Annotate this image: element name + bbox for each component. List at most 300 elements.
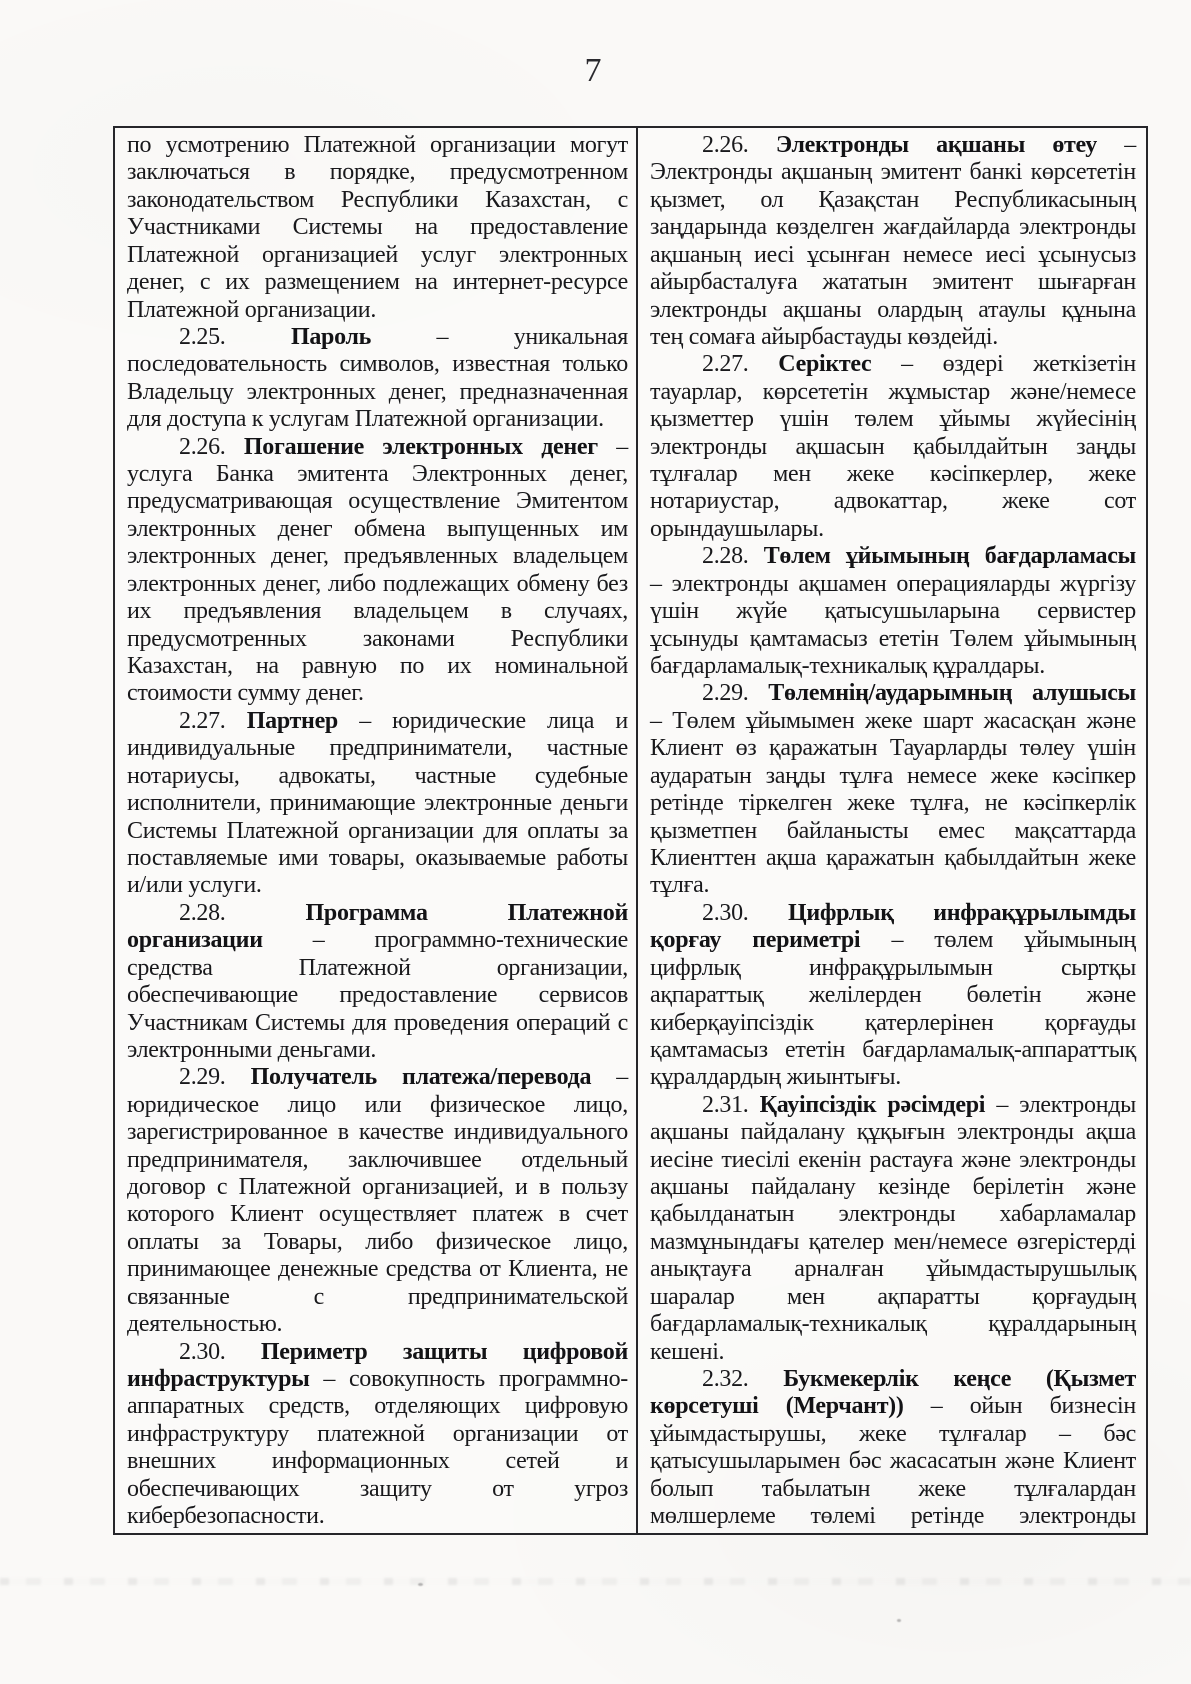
word: 2.32. (702, 1365, 749, 1392)
word: желілерден (808, 982, 922, 1009)
text-line (650, 1147, 1136, 1174)
word: от (478, 1256, 501, 1283)
word: для (483, 817, 518, 844)
text-line (127, 708, 628, 735)
word: заңды (1076, 433, 1136, 460)
word: – (616, 1064, 628, 1091)
defined-term-word: алушысы (1032, 680, 1136, 707)
word: ақпаратты (877, 1283, 980, 1310)
text-line (127, 790, 628, 817)
word: бизнесін (1049, 1393, 1136, 1420)
word: Төлем (672, 707, 736, 734)
word: электронды (1019, 214, 1136, 241)
word: берілетін (972, 1174, 1064, 1201)
word: 2.28. (179, 899, 226, 926)
defined-term-word: Платежной (507, 899, 628, 926)
defined-term-word: Цифрлық (787, 899, 894, 926)
defined-term-word: Серіктес (778, 351, 872, 378)
word: тең (650, 323, 684, 350)
word: кәсіпкер (1052, 762, 1136, 789)
word: сот (1104, 488, 1136, 515)
word: ұйымымен (745, 707, 855, 734)
word: не (984, 790, 1008, 817)
word: 2.29. (179, 1064, 226, 1091)
word: цифрлық (650, 954, 741, 981)
word: оказываемые (415, 844, 546, 871)
word: жасасқан (983, 707, 1076, 734)
word: Эмитентом (515, 488, 628, 515)
text-line (650, 434, 1136, 461)
word: информационных (271, 1448, 450, 1475)
text-line (127, 159, 628, 186)
word: сомаға (688, 323, 756, 350)
word: предъявленных (343, 543, 498, 570)
word: 2.31. (702, 1091, 749, 1118)
word: владельцем (353, 598, 469, 625)
word: жағдайларда (883, 214, 1010, 241)
paragraph (127, 708, 628, 900)
word: за (221, 1228, 242, 1255)
left-column-russian (115, 128, 638, 1533)
text-line (127, 379, 628, 406)
word: заңдарында (650, 214, 767, 241)
word: и (515, 1174, 528, 1201)
word: жүйе (736, 598, 788, 625)
word: средства (127, 954, 213, 981)
word: ұсынған (807, 241, 890, 268)
word: защиту (359, 1475, 432, 1502)
word: Платежной (298, 954, 411, 981)
text-line (127, 653, 628, 680)
word: эмитента (297, 461, 389, 488)
defined-term-word: (Қызмет (1045, 1365, 1136, 1392)
word: ұсынусыз (1038, 241, 1136, 268)
word: 2.26. (702, 132, 749, 158)
word: Электронды (650, 159, 773, 186)
word: шаралар (650, 1283, 735, 1310)
word: растауға (869, 1146, 954, 1173)
word: Казахстан, (485, 186, 591, 213)
word: заключившее (347, 1146, 482, 1173)
word: счет (585, 1201, 628, 1228)
word: иесіне (650, 1146, 714, 1173)
text-line (650, 1201, 1136, 1228)
word: интернет-ресурсе (452, 269, 628, 296)
text-line (650, 845, 1136, 872)
word: порядке, (329, 159, 416, 186)
word: тұлғалардан (1014, 1475, 1136, 1502)
word: деньги (560, 790, 628, 817)
word: предпринимательской (407, 1283, 628, 1310)
word: организации. (244, 296, 377, 323)
word: услуга (127, 461, 193, 488)
paragraph (650, 351, 1136, 543)
word: иесі (985, 241, 1026, 268)
word: жататын (822, 269, 908, 296)
paragraph (127, 1064, 628, 1338)
word: операций (516, 1009, 611, 1036)
text-line (650, 900, 1136, 927)
word: аппаратных (127, 1393, 245, 1420)
word: Электронных (411, 461, 547, 488)
word: предусмотренных (127, 625, 307, 652)
word: айырбасталуға (650, 269, 798, 296)
word: кибербезопасности. (127, 1503, 325, 1530)
word: ақшаның (780, 159, 873, 186)
word: денег. (306, 680, 364, 707)
text-line (650, 1421, 1136, 1448)
word: электронные (424, 790, 552, 817)
word: электронды (956, 1119, 1074, 1146)
word: жеке (1088, 461, 1136, 488)
word: товары, (328, 844, 405, 871)
word: көрсететін (1030, 159, 1136, 186)
word: көздейді. (907, 323, 998, 350)
text-line (127, 1092, 628, 1119)
defined-term-word: (Мерчант)) (785, 1393, 904, 1420)
word: немесе (902, 241, 973, 268)
word: Республики (510, 625, 628, 652)
word: средств, (268, 1393, 350, 1420)
word: үшін (1087, 735, 1136, 762)
word: өзгерістерді (1016, 1228, 1136, 1255)
word: средства (385, 1256, 472, 1283)
word: с (617, 1009, 628, 1036)
defined-term-word: рәсімдері (887, 1091, 986, 1118)
word: – (1124, 132, 1136, 158)
word: денег, (570, 461, 628, 488)
word: поставляемые (127, 844, 268, 871)
word: болып (650, 1475, 714, 1502)
word: электронды (1019, 1146, 1136, 1173)
word: в (558, 1201, 570, 1228)
word: – (901, 351, 913, 378)
word: с (199, 269, 211, 296)
word: көрсететін (762, 378, 868, 405)
word: для (127, 406, 162, 433)
word: бөлетін (966, 982, 1042, 1009)
word: услугам (268, 406, 350, 433)
word: және (961, 1146, 1011, 1173)
word: которого (127, 1201, 215, 1228)
word: жеке (918, 1475, 966, 1502)
text-line (650, 680, 1136, 707)
scan-artifact-streak (0, 1578, 1191, 1585)
text-line (127, 242, 628, 269)
word: либо (328, 570, 376, 597)
word: организации. (472, 406, 604, 433)
paragraph (650, 132, 1136, 351)
word: орындаушылары. (650, 515, 824, 542)
defined-term-word: инфрақұрылымды (933, 899, 1136, 926)
word: ретінде (910, 1503, 985, 1530)
paragraph (127, 1339, 628, 1531)
word: қатысушыларымен (650, 1448, 841, 1475)
text-line (127, 1119, 628, 1146)
word: электронды (838, 1201, 956, 1228)
word: нотариусы, (127, 762, 240, 789)
word: қамтамасыз (749, 625, 868, 652)
word: ақшасын (795, 433, 885, 460)
text-line (127, 982, 628, 1009)
word: Қазақстан (818, 186, 920, 213)
word: тұлғалар (939, 1420, 1027, 1447)
word: заключаться (127, 159, 250, 186)
word: не (605, 1256, 628, 1283)
word: қабылданатын (650, 1201, 795, 1228)
word: банкі (969, 159, 1023, 186)
word: жасасатын (889, 1448, 997, 1475)
word: лица (547, 707, 595, 734)
word: проведения (393, 1009, 509, 1036)
word: Республикасының (954, 186, 1136, 213)
word: құқығын (856, 1119, 945, 1146)
text-line (650, 598, 1136, 625)
word: және/немесе (1010, 378, 1136, 405)
word: и/или (127, 872, 183, 899)
word: 2.28. (702, 543, 749, 570)
word: заңды (765, 762, 826, 789)
word: екенін (798, 1146, 862, 1173)
word: қорғауды (1044, 1009, 1136, 1036)
word: – (650, 570, 662, 597)
text-line (127, 680, 628, 707)
word: индивидуального (453, 1119, 628, 1146)
text-line (127, 488, 628, 515)
word: тиесілі (721, 1146, 790, 1173)
word: қабылдайтын (944, 844, 1079, 871)
word: договор (127, 1174, 206, 1201)
word: кешені. (650, 1338, 725, 1365)
word: 2.29. (702, 680, 749, 707)
word: денег, (271, 543, 329, 570)
word: качестве (358, 1119, 444, 1146)
paragraph (127, 434, 628, 708)
paragraph (127, 132, 628, 324)
word: адвокаттар, (833, 488, 948, 515)
word: жеке (1002, 488, 1050, 515)
defined-term-word: организации (127, 927, 263, 954)
word: организации (430, 132, 556, 158)
text-line (650, 1284, 1136, 1311)
word: предоставление (339, 982, 498, 1009)
text-line (127, 406, 628, 433)
text-line (127, 1284, 628, 1311)
word: сервистер (1037, 598, 1136, 625)
text-line (650, 927, 1136, 954)
word: киберқауіпсіздік (650, 1009, 814, 1036)
word: осуществление (348, 488, 501, 515)
word: угроз (574, 1475, 628, 1502)
word: мен (787, 1283, 825, 1310)
word: қызмет, (650, 186, 726, 213)
word: электронных (127, 543, 257, 570)
word: платежной (317, 1420, 425, 1447)
word: құралдардың (650, 1064, 781, 1091)
word: жеке (858, 1420, 907, 1447)
word: Платежной (303, 132, 416, 158)
word: Платежной (238, 1174, 351, 1201)
word: төлем (854, 406, 914, 433)
defined-term-word: Төлем (763, 543, 831, 570)
text-line (127, 1421, 628, 1448)
word: предприниматели, (329, 735, 513, 762)
word: оплаты (527, 817, 599, 844)
word: пользу (561, 1174, 628, 1201)
word: өз (735, 735, 757, 762)
word: эмитент (932, 269, 1013, 296)
word: тіркелген (738, 790, 832, 817)
word: Участникам (127, 1009, 248, 1036)
paragraph (650, 543, 1136, 680)
defined-term-word: Партнер (246, 707, 338, 734)
word: и (615, 707, 628, 734)
word: от (606, 1420, 628, 1447)
definitions-table (113, 126, 1148, 1535)
word: предусматривающая (127, 488, 333, 515)
word: предназначенная (459, 378, 628, 405)
text-line (650, 818, 1136, 845)
word: принимающие (269, 790, 416, 817)
text-line (127, 187, 628, 214)
text-line (650, 653, 1136, 680)
word: Республики (340, 186, 459, 213)
word: емес (938, 817, 985, 844)
word: денег (277, 515, 333, 542)
text-line (127, 900, 628, 927)
word: немесе (906, 762, 977, 789)
word: владельцем (512, 543, 628, 570)
word: қатерлерінен (864, 1009, 994, 1036)
word: сумму (237, 680, 301, 707)
word: ақшаны (650, 1174, 729, 1201)
text-line (650, 1311, 1136, 1338)
word: өздері (942, 351, 1004, 378)
word: электронды (1019, 1091, 1136, 1118)
text-line (127, 1229, 628, 1256)
word: только (562, 351, 628, 378)
text-line (650, 242, 1136, 269)
word: Владельцу (127, 378, 234, 405)
word: стоимости (127, 680, 232, 707)
paragraph (650, 680, 1136, 899)
text-line (650, 1064, 1136, 1091)
text-line (650, 708, 1136, 735)
text-line (650, 1366, 1136, 1393)
word: эмитент (880, 159, 962, 186)
word: жеке (990, 762, 1039, 789)
defined-term-word: бағдарламасы (984, 543, 1136, 570)
word: тұлға. (650, 872, 710, 899)
word: ақша (1085, 1119, 1136, 1146)
word: – (930, 1393, 943, 1420)
text-line (127, 516, 628, 543)
word: частные (546, 735, 628, 762)
word: инфраструктуру (127, 1420, 290, 1447)
word: жеке (1088, 844, 1136, 871)
text-line (650, 872, 1136, 899)
word: 2.30. (179, 1338, 226, 1365)
word: им (600, 515, 628, 542)
word: символов, (339, 351, 440, 378)
text-line (650, 1448, 1136, 1475)
word: табылатын (761, 1475, 871, 1502)
word: услуг (420, 241, 476, 268)
text-line (127, 735, 628, 762)
word: бағдарламалық-техникалық (650, 1311, 927, 1338)
word: в (337, 1119, 349, 1146)
word: ұйымдастырушылық (926, 1256, 1136, 1283)
word: қаражатын (826, 844, 935, 871)
paragraph (650, 1366, 1136, 1531)
defined-term-word: денег (541, 433, 598, 460)
word: ұйымының (1024, 927, 1136, 954)
text-line (650, 297, 1136, 324)
word: организацией (262, 241, 398, 268)
paragraph (127, 324, 628, 434)
paragraph (650, 900, 1136, 1092)
word: сервисов (538, 982, 628, 1009)
word: их (127, 598, 152, 625)
word: жеке (864, 707, 913, 734)
word: предоставление (470, 214, 628, 241)
word: бәс (1103, 1420, 1136, 1447)
text-line (650, 1229, 1136, 1256)
text-line (650, 187, 1136, 214)
text-line (650, 543, 1136, 570)
word: в (500, 598, 512, 625)
word: организации, (496, 954, 628, 981)
text-line (127, 1010, 628, 1037)
word: в (538, 1174, 550, 1201)
word: программно- (498, 1365, 628, 1392)
word: бағдарламалық-техникалық (650, 653, 927, 680)
text-line (127, 297, 628, 324)
text-line (127, 626, 628, 653)
text-line (127, 1311, 628, 1338)
word: ұйымдастырушы, (650, 1420, 827, 1447)
word: Клиенттен (650, 844, 757, 871)
word: қызметтер (650, 406, 754, 433)
word: лицо (287, 1091, 336, 1118)
word: ойын (969, 1393, 1023, 1420)
text-line (650, 324, 1136, 351)
text-line (650, 1174, 1136, 1201)
word: электронных (127, 570, 257, 597)
word: могут (569, 132, 628, 158)
word: законодательством (127, 186, 314, 213)
word: осуществляет (318, 1201, 457, 1228)
text-line (127, 955, 628, 982)
word: және (1086, 1174, 1136, 1201)
defined-term-word: Получатель (250, 1064, 377, 1091)
scan-artifact-speck (418, 1583, 423, 1586)
text-line (127, 927, 628, 954)
word: отделяющих (374, 1393, 501, 1420)
word: анықтауға (650, 1256, 752, 1283)
text-line (650, 1339, 1136, 1366)
word: частные (414, 762, 496, 789)
word: выпущенных (446, 515, 580, 542)
text-line (127, 1393, 628, 1420)
word: – (436, 323, 449, 350)
word: электронных (127, 515, 257, 542)
word: случаях, (543, 598, 628, 625)
text-line (650, 1476, 1136, 1503)
word: Системы (292, 214, 383, 241)
text-line (650, 159, 1136, 186)
word: обмену (516, 570, 590, 597)
